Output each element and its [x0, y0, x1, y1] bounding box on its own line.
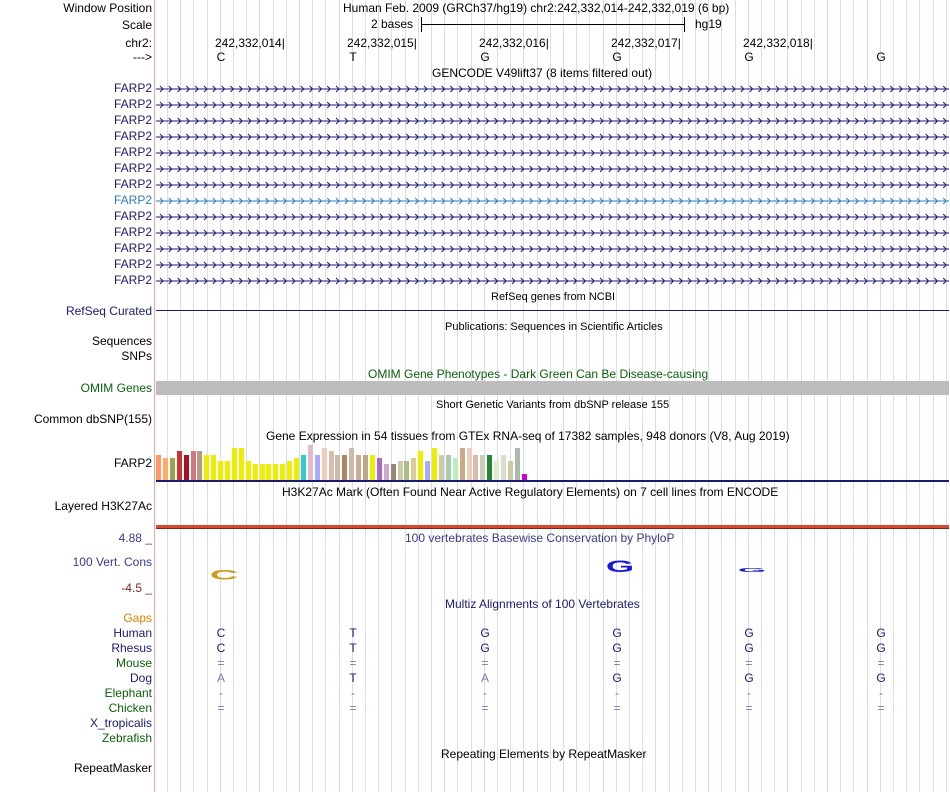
multiz-base: T [349, 641, 357, 655]
multiz-base: G [480, 641, 490, 655]
reference-base: G [744, 50, 754, 64]
reference-base: G [876, 50, 886, 64]
multiz-species-label[interactable]: Rhesus [111, 641, 152, 655]
gencode-gene-label[interactable]: FARP2 [113, 273, 152, 287]
window-position-value: Human Feb. 2009 (GRCh37/hg19) chr2:242,332,014-242,332,019 (6 bp) [343, 1, 730, 15]
multiz-species-label[interactable]: Elephant [104, 686, 152, 700]
multiz-base: G [876, 671, 886, 685]
multiz-base: - [219, 686, 223, 700]
multiz-species-label[interactable]: X_tropicalis [89, 716, 152, 730]
multiz-base: A [480, 671, 489, 685]
reference-base: T [349, 50, 357, 64]
multiz-base: G [612, 626, 622, 640]
ruler-position: 242,332,017| [611, 36, 681, 50]
phylop-base-glyph: C [209, 567, 239, 583]
multiz-base: - [615, 686, 619, 700]
ruler-position: 242,332,016| [479, 36, 549, 50]
phylop-base-glyph: G [737, 567, 767, 574]
dbsnp-title: Short Genetic Variants from dbSNP release 155 [436, 399, 670, 411]
phylop-title: 100 vertebrates Basewise Conservation by PhyloP [405, 531, 675, 545]
multiz-base: - [351, 686, 355, 700]
phylop-ymin: -4.5 _ [121, 581, 152, 595]
multiz-base: G [876, 626, 886, 640]
repeatmasker-label[interactable]: RepeatMasker [73, 761, 152, 775]
gencode-gene-label[interactable]: FARP2 [113, 193, 152, 207]
multiz-species-label[interactable]: Mouse [115, 656, 152, 670]
multiz-base: G [612, 641, 622, 655]
multiz-base: T [349, 671, 357, 685]
reference-base: G [612, 50, 622, 64]
gencode-gene-label[interactable]: FARP2 [113, 81, 152, 95]
ruler-position: 242,332,018| [743, 36, 813, 50]
gencode-gene-label[interactable]: FARP2 [113, 161, 152, 175]
gencode-gene-label[interactable]: FARP2 [113, 113, 152, 127]
multiz-base: = [613, 701, 621, 715]
multiz-species-label[interactable]: Gaps [123, 611, 152, 625]
omim-label[interactable]: OMIM Genes [80, 381, 152, 395]
gtex-label[interactable]: FARP2 [113, 456, 152, 470]
refseq-title: RefSeq genes from NCBI [491, 291, 616, 303]
multiz-base: = [349, 656, 357, 670]
multiz-base: G [612, 671, 622, 685]
multiz-base: = [481, 701, 489, 715]
ruler-position: 242,332,014| [215, 36, 285, 50]
gencode-gene-label[interactable]: FARP2 [113, 257, 152, 271]
multiz-species-label[interactable]: Chicken [108, 701, 152, 715]
multiz-base: - [483, 686, 487, 700]
gencode-gene-label[interactable]: FARP2 [113, 97, 152, 111]
refseq-label[interactable]: RefSeq Curated [65, 304, 152, 318]
multiz-base: = [877, 701, 885, 715]
multiz-base: C [216, 641, 226, 655]
reference-base: C [216, 50, 226, 64]
multiz-base: = [613, 656, 621, 670]
multiz-base: G [480, 626, 490, 640]
multiz-base: = [481, 656, 489, 670]
multiz-base: = [877, 656, 885, 670]
multiz-base: = [217, 656, 225, 670]
multiz-base: G [744, 641, 754, 655]
window-position-label: Window Position [63, 1, 152, 15]
gtex-title: Gene Expression in 54 tissues from GTEx RNA-seq of 17382 samples, 948 donors (V8, Aug 2019) [266, 429, 790, 443]
multiz-species-label[interactable]: Dog [129, 671, 152, 685]
multiz-title: Multiz Alignments of 100 Vertebrates [445, 597, 640, 611]
phylop-label[interactable]: 100 Vert. Cons [72, 555, 152, 569]
multiz-species-label[interactable]: Human [113, 626, 152, 640]
strand-label: ---> [133, 50, 152, 64]
phylop-ymax: 4.88 _ [118, 531, 152, 545]
multiz-base: G [744, 626, 754, 640]
multiz-base: = [217, 701, 225, 715]
multiz-base: - [747, 686, 751, 700]
gencode-gene-label[interactable]: FARP2 [113, 129, 152, 143]
omim-title: OMIM Gene Phenotypes - Dark Green Can Be Disease-causing [368, 367, 709, 381]
gencode-gene-label[interactable]: FARP2 [113, 209, 152, 223]
multiz-base: G [744, 671, 754, 685]
phylop-base-glyph: G [605, 557, 635, 577]
dbsnp-label[interactable]: Common dbSNP(155) [33, 412, 152, 426]
assembly-label: hg19 [695, 17, 722, 31]
multiz-base: = [745, 656, 753, 670]
gencode-gene-label[interactable]: FARP2 [113, 145, 152, 159]
scale-value: 2 bases [371, 17, 414, 31]
publications-label-sequences[interactable]: Sequences [91, 334, 152, 348]
gencode-gene-label[interactable]: FARP2 [113, 225, 152, 239]
multiz-base: - [879, 686, 883, 700]
multiz-base: = [745, 701, 753, 715]
multiz-base: G [876, 641, 886, 655]
multiz-base: T [349, 626, 357, 640]
ruler-position: 242,332,015| [347, 36, 417, 50]
multiz-base: = [349, 701, 357, 715]
chrom-label: chr2: [125, 36, 152, 50]
gencode-gene-label[interactable]: FARP2 [113, 177, 152, 191]
publications-label-snps[interactable]: SNPs [121, 349, 152, 363]
multiz-base: C [216, 626, 226, 640]
multiz-base: A [216, 671, 225, 685]
scale-label: Scale [121, 18, 152, 32]
publications-title: Publications: Sequences in Scientific Articles [445, 321, 663, 333]
h3k27ac-title: H3K27Ac Mark (Often Found Near Active Regulatory Elements) on 7 cell lines from ENCODE [282, 485, 779, 499]
repeatmasker-title: Repeating Elements by RepeatMasker [441, 747, 647, 761]
gencode-gene-label[interactable]: FARP2 [113, 241, 152, 255]
reference-base: G [480, 50, 490, 64]
h3k27ac-label[interactable]: Layered H3K27Ac [54, 499, 152, 513]
gencode-title: GENCODE V49lift37 (8 items filtered out) [432, 66, 653, 80]
multiz-species-label[interactable]: Zebrafish [101, 731, 152, 745]
